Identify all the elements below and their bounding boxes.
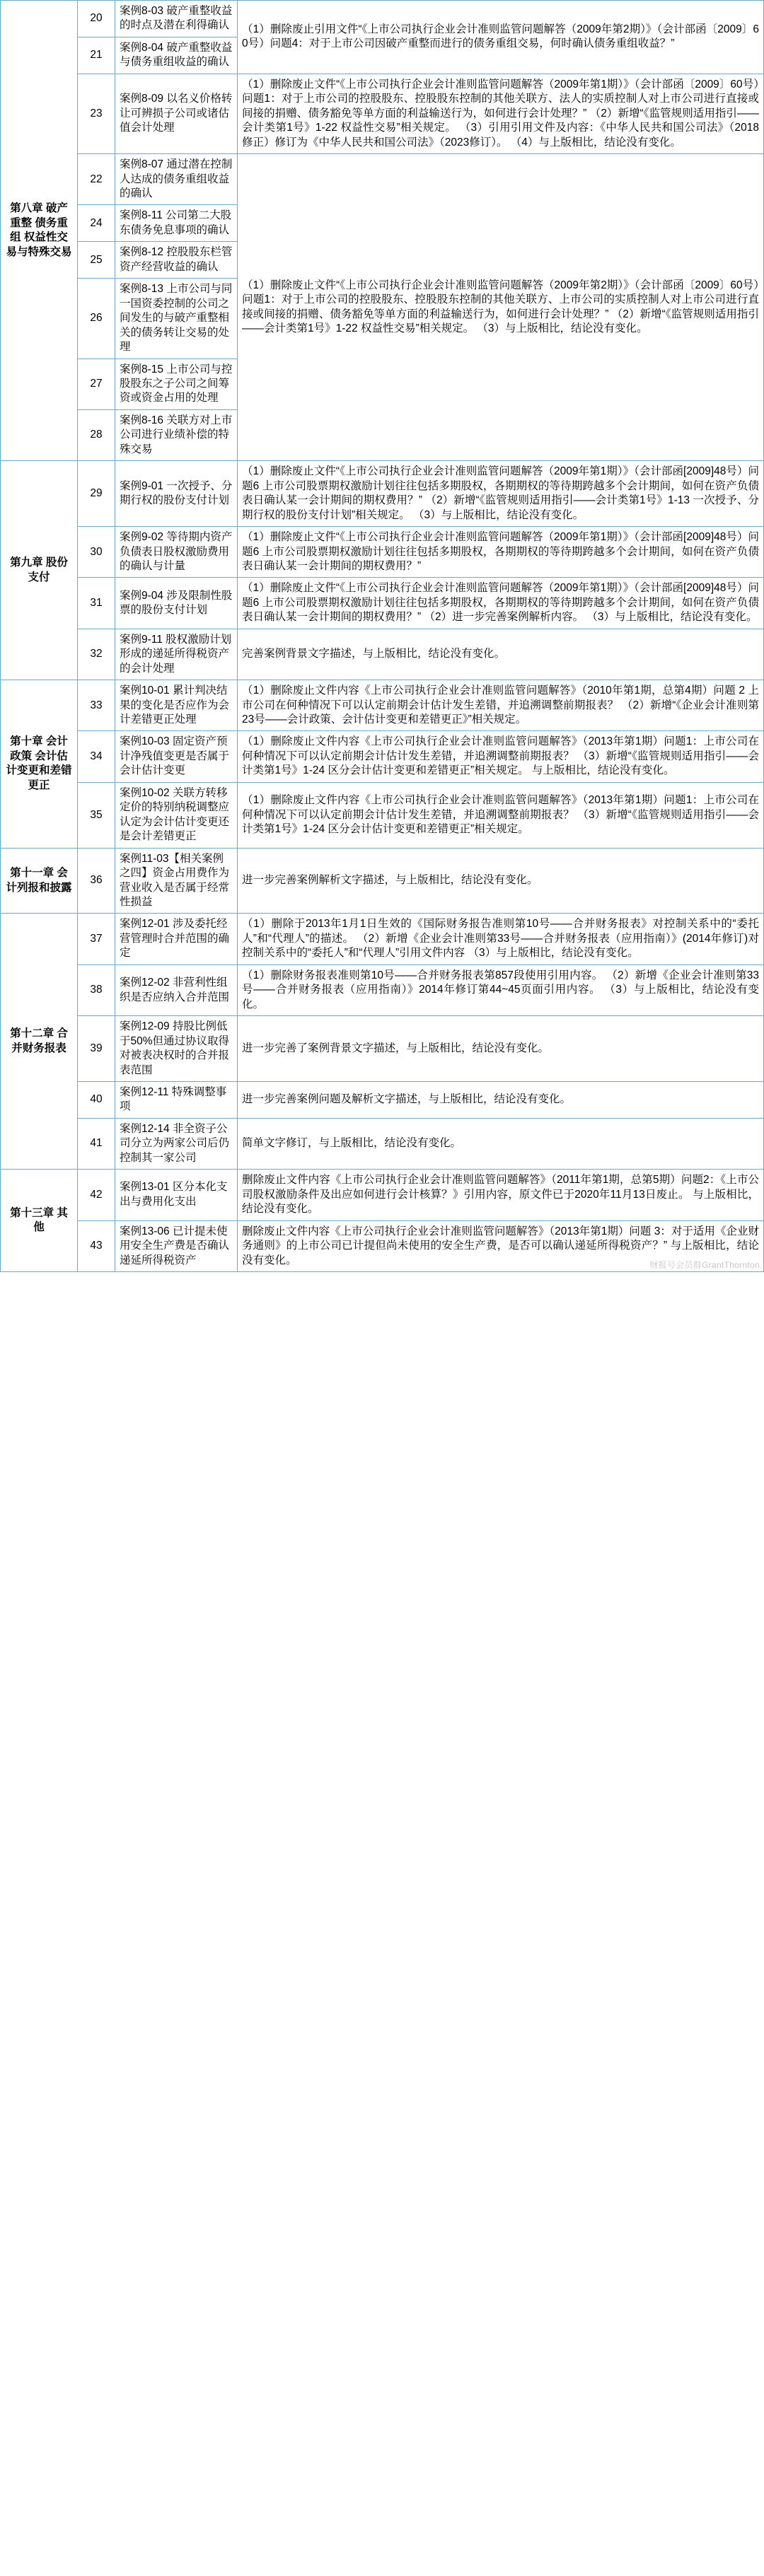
row-number: 25 — [78, 242, 115, 279]
revision-note: （1）删除废止文件内容《上市公司执行企业会计准则监管问题解答》（2010年第1期，总第4期）问题 2 上市公司在何种情况下可以认定前期会计估计发生差错，并追溯调整前期报表？ （2）新增“《企业会计准则第23号——会计政策、会计估计变更和差错更正》”相关规定。 — [238, 680, 764, 731]
table-row — [1, 1016, 764, 1082]
row-number: 42 — [78, 1170, 115, 1220]
revision-note: 完善案例背景文字描述，与上版相比，结论没有变化。 — [238, 629, 764, 680]
case-title: 案例12-02 非营利性组织是否应纳入合并范围 — [115, 964, 238, 1015]
row-number: 21 — [78, 37, 115, 74]
row-number: 33 — [78, 680, 115, 731]
table-row — [1, 848, 764, 914]
row-number: 23 — [78, 74, 115, 153]
case-title: 案例8-13 上市公司与同一国资委控制的公司之间发生的与破产重整相关的债务转让交易的处理 — [115, 279, 238, 359]
case-title: 案例8-15 上市公司与控股股东之子公司之间筹资或资金占用的处理 — [115, 359, 238, 409]
revision-note: 进一步完善案例问题及解析文字描述，与上版相比，结论没有变化。 — [238, 1082, 764, 1119]
case-title: 案例8-04 破产重整收益与债务重组收益的确认 — [115, 37, 238, 74]
case-title: 案例13-06 已计提未使用安全生产费是否确认递延所得税资产 — [115, 1220, 238, 1271]
case-title: 案例11-03【相关案例之四】资金占用费作为营业收入是否属于经常性损益 — [115, 848, 238, 914]
table-row — [1, 1, 764, 37]
chapter-cell: 第十二章 合并财务报表 — [1, 914, 78, 1170]
case-title: 案例9-02 等待期内资产负债表日股权激励费用的确认与计量 — [115, 527, 238, 578]
revision-note: （1）删除废止文件“《上市公司执行企业会计准则监管问题解答（2009年第1期）》（会计部函[2009]48号）问题6 上市公司股票期权激励计划往往包括多期股权，各期期权的等待期跨越多个会计期间，如何在资产负债表日确认某一会计期间的期权费用？” （2）进一步完善案例解析内容。 （3）与上版相比，结论没有变化。 — [238, 578, 764, 629]
revision-note: （1）删除废止文件内容《上市公司执行企业会计准则监管问题解答》（2013年第1期）问题1：上市公司在何种情况下可以认定前期会计估计发生差错，并追溯调整前期报表？ （3）新增“《监管规则适用指引——会计类第1号》1-24 区分会计估计变更和差错更正”相关规定。 — [238, 782, 764, 848]
table-row — [1, 731, 764, 782]
row-number: 31 — [78, 578, 115, 629]
row-number: 37 — [78, 914, 115, 964]
table-row — [1, 964, 764, 1015]
table-row — [1, 461, 764, 527]
table-row — [1, 680, 764, 731]
case-title: 案例9-04 涉及限制性股票的股份支付计划 — [115, 578, 238, 629]
revision-note: 进一步完善了案例背景文字描述，与上版相比，结论没有变化。 — [238, 1016, 764, 1082]
case-title: 案例9-01 一次授予、分期行权的股份支付计划 — [115, 461, 238, 527]
chapter-cell: 第八章 破产重整 债务重组 权益性交易与特殊交易 — [1, 1, 78, 461]
case-title: 案例9-11 股权激励计划形成的递延所得税资产的会计处理 — [115, 629, 238, 680]
table-row — [1, 578, 764, 629]
revision-note: （1）删除废止文件内容《上市公司执行企业会计准则监管问题解答》（2013年第1期）问题1：上市公司在何种情况下可以认定前期会计估计发生差错，并追溯调整前期报表？ （3）新增“《监管规则适用指引——会计类第1号》1-24 区分会计估计变更和差错更正”相关规定。 与上版相比，结论没有变化。 — [238, 731, 764, 782]
table-row — [1, 1082, 764, 1119]
row-number: 26 — [78, 279, 115, 359]
revision-note: （1）删除废止文件“《上市公司执行企业会计准则监管问题解答（2009年第1期）》（会计部函〔2009〕60号）问题1：对于上市公司的控股股东、控股股东控制的其他关联方、法人的实质控制人对上市公司进行直接或间接的捐赠、债务豁免等单方面的利益输送行为，如何进行会计处理？” （2）新增“《监管规则适用指引——会计类第1号》1-22 权益性交易”相关规定。 （3）引用引用文件及内容：《中华人民共和国公司法》（2018修正）修订为《中华人民共和国公司法》（2023修订）。 （4）与上版相比，结论没有变化。 — [238, 74, 764, 153]
revision-note: （1）删除于2013年1月1日生效的《国际财务报告准则第10号——合并财务报表》对控制关系中的“委托人”和“代理人”的描述。 （2）新增《企业会计准则第33号——合并财务报表（应用指南）》(2014年修订)对控制关系中的“委托人”和“代理人”引用文件内容 （3）与上版相比，结论没有变化。 — [238, 914, 764, 964]
row-number: 41 — [78, 1118, 115, 1169]
case-title: 案例10-01 累计判决结果的变化是否应作为会计差错更正处理 — [115, 680, 238, 731]
revision-note: （1）删除废止文件“《上市公司执行企业会计准则监管问题解答（2009年第1期）》（会计部函[2009]48号）问题6 上市公司股票期权激励计划往往包括多期股权，各期期权的等待期跨越多个会计期间，如何在资产负债表日确认某一会计期间的期权费用？” — [238, 527, 764, 578]
row-number: 29 — [78, 461, 115, 527]
table-body — [1, 1, 764, 1272]
table-row — [1, 527, 764, 578]
table-row — [1, 914, 764, 964]
chapter-cell: 第十章 会计政策 会计估计变更和差错更正 — [1, 680, 78, 849]
row-number: 39 — [78, 1016, 115, 1082]
case-title: 案例13-01 区分本化支出与费用化支出 — [115, 1170, 238, 1220]
case-title: 案例10-03 固定资产预计净残值变更是否属于会计估计变更 — [115, 731, 238, 782]
table-row — [1, 629, 764, 680]
case-title: 案例8-09 以名义价格转让可辨损子公司或诸估值会计处理 — [115, 74, 238, 153]
row-number: 35 — [78, 782, 115, 848]
row-number: 20 — [78, 1, 115, 37]
chapter-cell: 第十三章 其他 — [1, 1170, 78, 1272]
revision-note: 进一步完善案例解析文字描述，与上版相比，结论没有变化。 — [238, 848, 764, 914]
case-title: 案例10-02 关联方转移定价的特别纳税调整应认定为会计估计变更还是会计差错更正 — [115, 782, 238, 848]
table-row — [1, 1170, 764, 1220]
case-title: 案例8-11 公司第二大股东债务免息事项的确认 — [115, 205, 238, 242]
revision-note: （1）删除废止引用文件“《上市公司执行企业会计准则监管问题解答（2009年第2期）》（会计部函〔2009〕60号）问题4：对于上市公司因破产重整而进行的债务重组交易，何时确认债务重组收益？” — [238, 1, 764, 74]
document-page — [0, 0, 764, 1272]
row-number: 30 — [78, 527, 115, 578]
row-number: 27 — [78, 359, 115, 409]
case-title: 案例8-03 破产重整收益的时点及潜在利得确认 — [115, 1, 238, 37]
revision-note: （1）删除财务报表准则第10号——合并财务报表第857段使用引用内容。 （2）新增《企业会计准则第33号——合并财务报表（应用指南）》2014年修订第44~45页面引用内容。 （3）与上版相比，结论没有变化。 — [238, 964, 764, 1015]
row-number: 36 — [78, 848, 115, 914]
case-title: 案例12-14 非全资子公司分立为两家公司后仍控制其一家公司 — [115, 1118, 238, 1169]
row-number: 38 — [78, 964, 115, 1015]
row-number: 22 — [78, 154, 115, 205]
watermark-text: 财报号会员群GrantThornton — [649, 1259, 760, 1270]
row-number: 43 — [78, 1220, 115, 1271]
case-title: 案例8-12 控股股东栏管资产经营收益的确认 — [115, 242, 238, 279]
case-title: 案例12-01 涉及委托经营管理时合并范围的确定 — [115, 914, 238, 964]
row-number: 34 — [78, 731, 115, 782]
case-title: 案例12-11 特殊调整事项 — [115, 1082, 238, 1119]
table-row — [1, 154, 764, 205]
case-title: 案例8-07 通过潜在控制人达成的债务重组收益的确认 — [115, 154, 238, 205]
row-number: 24 — [78, 205, 115, 242]
table-row — [1, 1118, 764, 1169]
row-number: 32 — [78, 629, 115, 680]
revision-note: 删除废止文件内容《上市公司执行企业会计准则监管问题解答》（2011年第1期，总第5期）问题2：《上市公司股权激励条件及出应如何进行会计核算？》引用内容，原文件已于2020年11月13日废止。 与上版相比，结论没有变化。 — [238, 1170, 764, 1220]
table-row — [1, 74, 764, 153]
revision-note: 删除废止文件内容《上市公司执行企业会计准则监管问题解答》（2013年第1期）问题 3：对于适用《企业财务通则》的上市公司已计提但尚未使用的安全生产费，是否可以确认递延所得税资产？” 与上版相比，结论没有变化。 — [238, 1220, 764, 1271]
chapter-cell: 第十一章 会计列报和披露 — [1, 848, 78, 914]
chapter-cell: 第九章 股份支付 — [1, 461, 78, 680]
case-title: 案例12-09 持股比例低于50%但通过协议取得对被表决权时的合并报表范围 — [115, 1016, 238, 1082]
revision-summary-table — [0, 0, 764, 1272]
case-title: 案例8-16 关联方对上市公司进行业绩补偿的特殊交易 — [115, 409, 238, 460]
row-number: 40 — [78, 1082, 115, 1119]
row-number: 28 — [78, 409, 115, 460]
table-row — [1, 782, 764, 848]
revision-note: 简单文字修订，与上版相比，结论没有变化。 — [238, 1118, 764, 1169]
revision-note: （1）删除废止文件“《上市公司执行企业会计准则监管问题解答（2009年第2期）》（会计部函〔2009〕60号）问题1：对于上市公司的控股股东、控股股东控制的其他关联方、上市公司的实质控制人对上市公司进行直接或间接的捐赠、债务豁免等单方面的利益输送行为，如何进行会计处理？” （2）新增“《监管规则适用指引——会计类第1号》1-22 权益性交易”相关规定。 （3）与上版相比，结论没有变化。 — [238, 154, 764, 461]
revision-note: （1）删除废止文件“《上市公司执行企业会计准则监管问题解答（2009年第1期）》（会计部函[2009]48号）问题6 上市公司股票期权激励计划往往包括多期股权，各期期权的等待期跨越多个会计期间，如何在资产负债表日确认某一会计期间的期权费用？” （2）新增“《监管规则适用指引——会计类第1号》1-13 一次授予、分期行权的股份支付计划”相关规定。 （3）与上版相比，结论没有变化。 — [238, 461, 764, 527]
watermark — [649, 1259, 760, 1271]
